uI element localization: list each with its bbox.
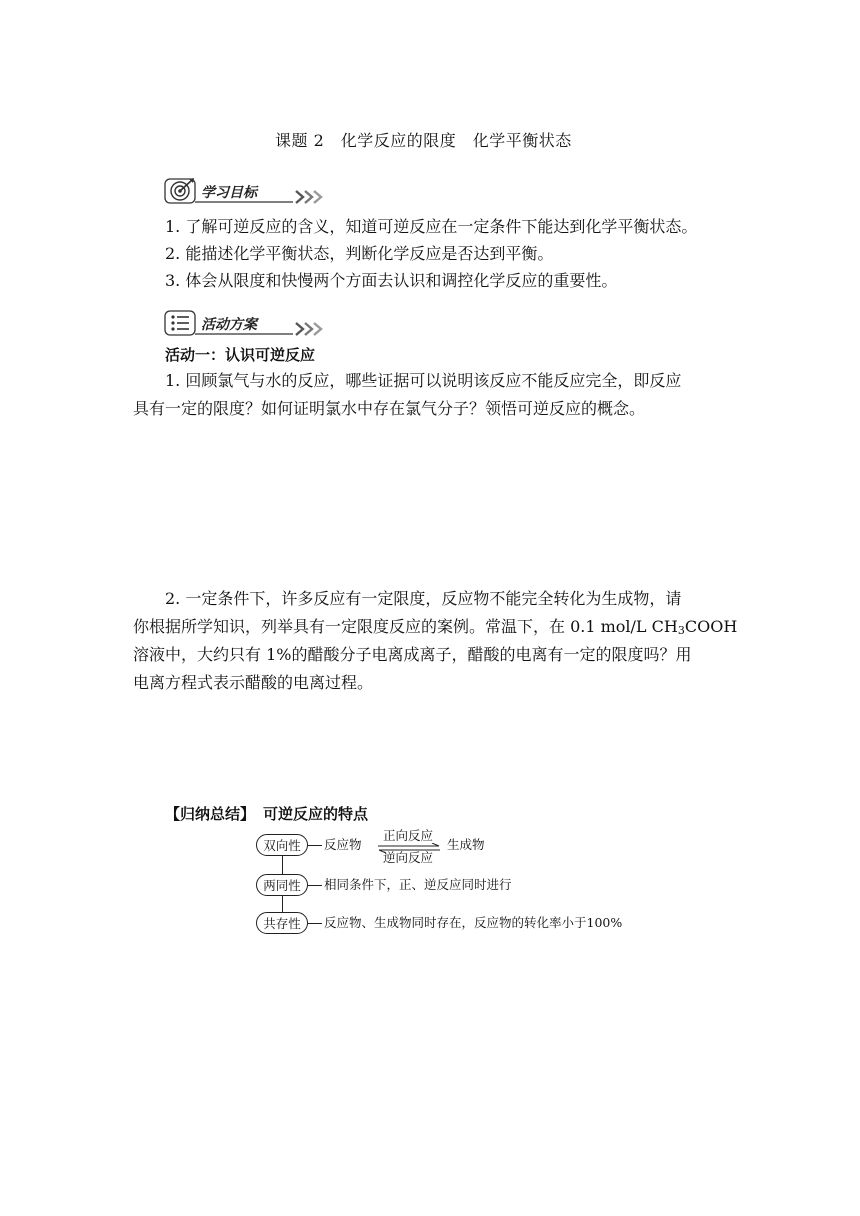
coexistence-description: 反应物、生成物同时存在，反应物的转化率小于100%: [324, 915, 623, 930]
node-coexistence: 共存性: [256, 912, 308, 934]
objective-item-1: 1. 了解可逆反应的含义，知道可逆反应在一定条件下能达到化学平衡状态。: [165, 217, 698, 236]
reactant-label: 反应物: [324, 837, 362, 852]
list-icon: [163, 308, 197, 338]
question-1-line-1: 1. 回顾氯气与水的反应，哪些证据可以说明该反应不能反应完全，即反应: [165, 371, 682, 390]
question-2-line-2: [133, 612, 737, 642]
page-title: 课题 2 化学反应的限度 化学平衡状态: [275, 131, 572, 150]
node-3-line: [308, 923, 322, 924]
subscript: 3: [677, 624, 685, 637]
question-2-line-2-text: 你根据所学知识，列举具有一定限度反应的案例。常温下，在 0.1 mol/L CH: [133, 617, 678, 636]
target-icon: [163, 176, 197, 206]
forward-reaction-label: 正向反应: [383, 828, 434, 843]
node-1-line: [308, 845, 322, 846]
summary-topic: 可逆反应的特点: [263, 805, 369, 823]
objectives-heading: 学习目标: [201, 185, 257, 201]
activities-heading: 活动方案: [201, 317, 257, 333]
activities-banner: [163, 308, 343, 338]
objective-item-2: 2. 能描述化学平衡状态，判断化学反应是否达到平衡。: [165, 244, 554, 263]
node-simultaneity: 两同性: [256, 874, 308, 896]
question-2-line-4: 电离方程式表示醋酸的电离过程。: [133, 673, 374, 692]
node-2-line: [308, 885, 322, 886]
simultaneity-description: 相同条件下，正、逆反应同时进行: [324, 877, 512, 892]
question-2-line-2-tail: COOH: [684, 617, 738, 636]
question-1-line-2: 具有一定的限度？如何证明氯水中存在氯气分子？领悟可逆反应的概念。: [133, 399, 646, 418]
objectives-banner: [163, 176, 343, 206]
summary-label: 【归纳总结】: [165, 805, 256, 823]
summary-heading: [165, 803, 368, 824]
question-2-line-1: 2. 一定条件下，许多反应有一定限度，反应物不能完全转化为生成物，请: [165, 589, 682, 608]
objective-item-3: 3. 体会从限度和快慢两个方面去认识和调控化学反应的重要性。: [165, 271, 618, 290]
product-label: 生成物: [447, 837, 485, 852]
question-2-line-3: 溶液中，大约只有 1%的醋酸分子电离成离子，醋酸的电离有一定的限度吗？用: [133, 645, 692, 664]
reversible-reaction-diagram: [255, 828, 655, 942]
reverse-reaction-label: 逆向反应: [383, 850, 434, 865]
node-bidirectional: 双向性: [256, 834, 308, 856]
activity-1-title: 活动一：认识可逆反应: [165, 346, 316, 364]
